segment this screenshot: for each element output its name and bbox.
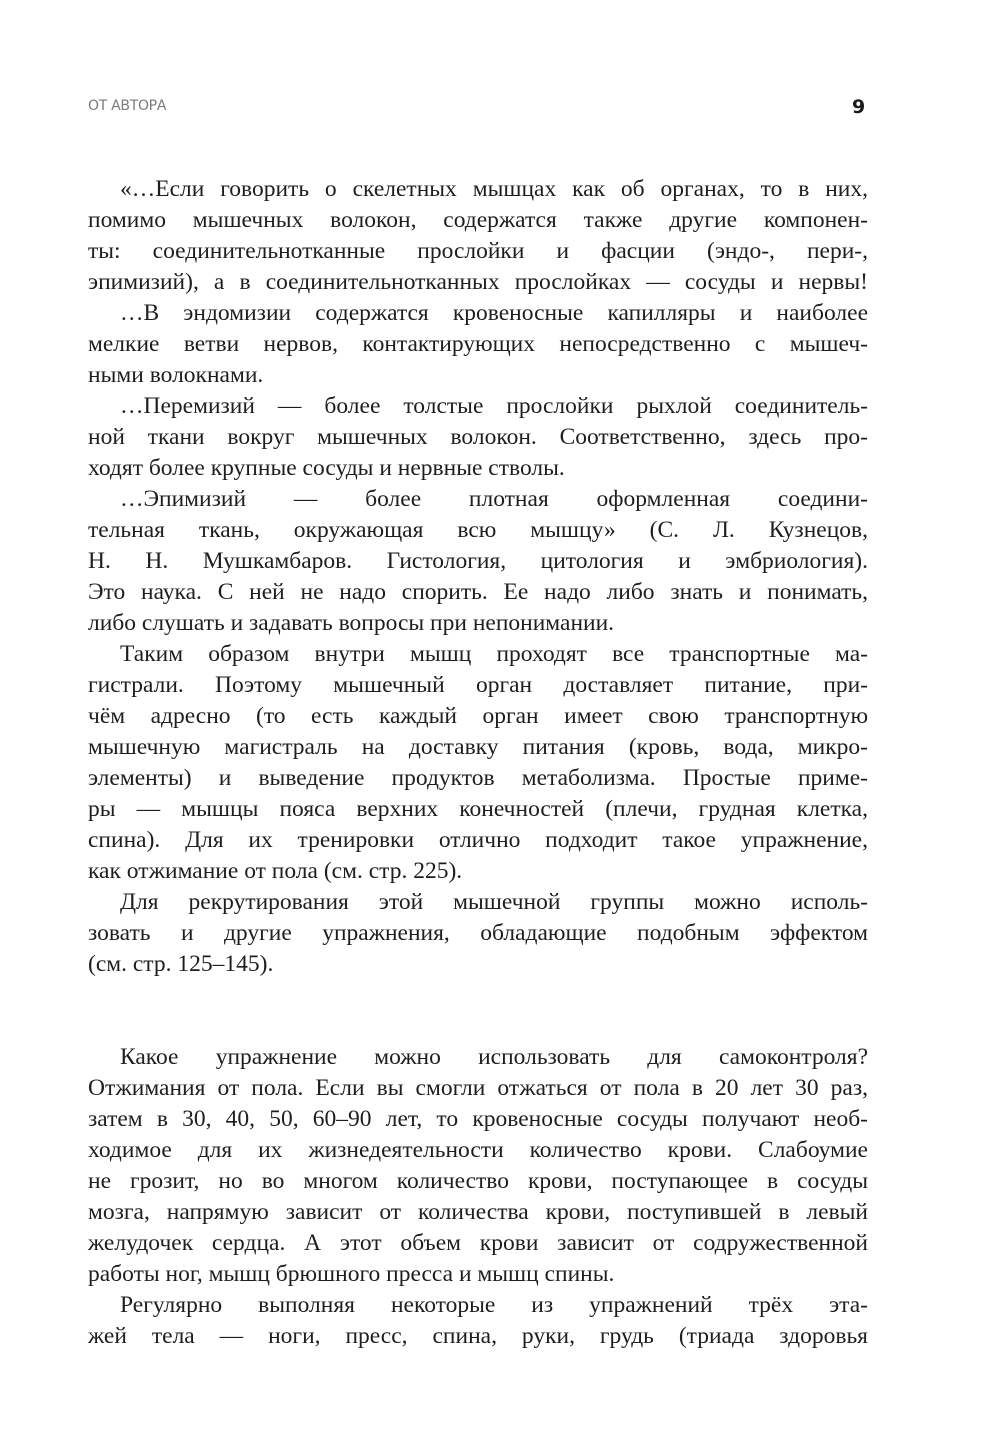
text-line: мозга, напрямую зависит от количества крови, поступившей в левый — [88, 1199, 868, 1225]
text-line: Таким образом внутри мышц проходят все транспортные ма- — [120, 641, 868, 667]
text-line: либо слушать и задавать вопросы при непонимании. — [88, 610, 615, 636]
text-line: ты: соединительнотканные прослойки и фасции (эндо-, пери-, — [88, 238, 868, 264]
text-line: Для рекрутирования этой мышечной группы можно исполь- — [120, 889, 868, 915]
paragraph — [88, 391, 868, 484]
text-line: затем в 30, 40, 50, 60–90 лет, то кровеносные сосуды получают необ- — [88, 1106, 868, 1132]
text-line: Это наука. С ней не надо спорить. Ее надо либо знать и понимать, — [88, 579, 868, 605]
text-line: ными волокнами. — [88, 362, 264, 388]
text-line: тельная ткань, окружающая всю мышцу» (С. Л. Кузнецов, — [88, 517, 868, 543]
text-line: ной ткани вокруг мышечных волокон. Соответственно, здесь про- — [88, 424, 868, 450]
text-line: зовать и другие упражнения, обладающие подобным эффектом — [88, 920, 868, 946]
text-line: Отжимания от пола. Если вы смогли отжаться от пола в 20 лет 30 раз, — [88, 1075, 868, 1101]
text-line: ходят более крупные сосуды и нервные стволы. — [88, 455, 565, 481]
text-line: работы ног, мышц брюшного пресса и мышц спины. — [88, 1261, 615, 1287]
text-line: «…Если говорить о скелетных мышцах как об органах, то в них, — [120, 176, 868, 202]
text-line: помимо мышечных волокон, содержатся также другие компонен- — [88, 207, 868, 233]
paragraph — [88, 1042, 868, 1290]
paragraph — [88, 639, 868, 887]
paragraph — [88, 1290, 868, 1352]
text-line: желудочек сердца. А этот объем крови зависит от содружественной — [88, 1230, 868, 1256]
text-line: не грозит, но во многом количество крови, поступающее в сосуды — [88, 1168, 868, 1194]
text-line: Регулярно выполняя некоторые из упражнений трёх эта- — [120, 1292, 868, 1318]
text-line: чём адресно (то есть каждый орган имеет свою транспортную — [88, 703, 868, 729]
text-line: как отжимание от пола (см. стр. 225). — [88, 858, 463, 884]
running-title: ОТ АВТОРА — [88, 98, 167, 114]
text-line: Какое упражнение можно использовать для самоконтроля? — [120, 1044, 868, 1070]
text-line: (см. стр. 125–145). — [88, 951, 274, 977]
paragraph — [88, 174, 868, 298]
text-line: жей тела — ноги, пресс, спина, руки, грудь (триада здоровья — [88, 1323, 868, 1349]
text-line: …Эпимизий — более плотная оформленная соедини- — [120, 486, 868, 512]
text-line: ры — мышцы пояса верхних конечностей (плечи, грудная клетка, — [88, 796, 868, 822]
paragraph — [88, 887, 868, 980]
text-line: спина). Для их тренировки отлично подходит такое упражнение, — [88, 827, 868, 853]
body-text — [88, 174, 868, 1352]
text-line: …В эндомизии содержатся кровеносные капилляры и наиболее — [120, 300, 868, 326]
text-line: …Перемизий — более толстые прослойки рыхлой соединитель- — [120, 393, 868, 419]
paragraph — [88, 484, 868, 639]
page-number: 9 — [852, 96, 866, 118]
text-line: ходимое для их жизнедеятельности количество крови. Слабоумие — [88, 1137, 868, 1163]
text-line: элементы) и выведение продуктов метаболизма. Простые приме- — [88, 765, 868, 791]
text-line: мышечную магистраль на доставку питания (кровь, вода, микро- — [88, 734, 868, 760]
text-line: мелкие ветви нервов, контактирующих непосредственно с мышеч- — [88, 331, 868, 357]
text-line: Н. Н. Мушкамбаров. Гистология, цитология и эмбриология). — [88, 548, 868, 574]
paragraph — [88, 298, 868, 391]
section-gap — [88, 980, 868, 1042]
text-line: эпимизий), а в соединительнотканных прослойках — сосуды и нервы! — [88, 269, 868, 295]
text-line: гистрали. Поэтому мышечный орган доставляет питание, при- — [88, 672, 868, 698]
